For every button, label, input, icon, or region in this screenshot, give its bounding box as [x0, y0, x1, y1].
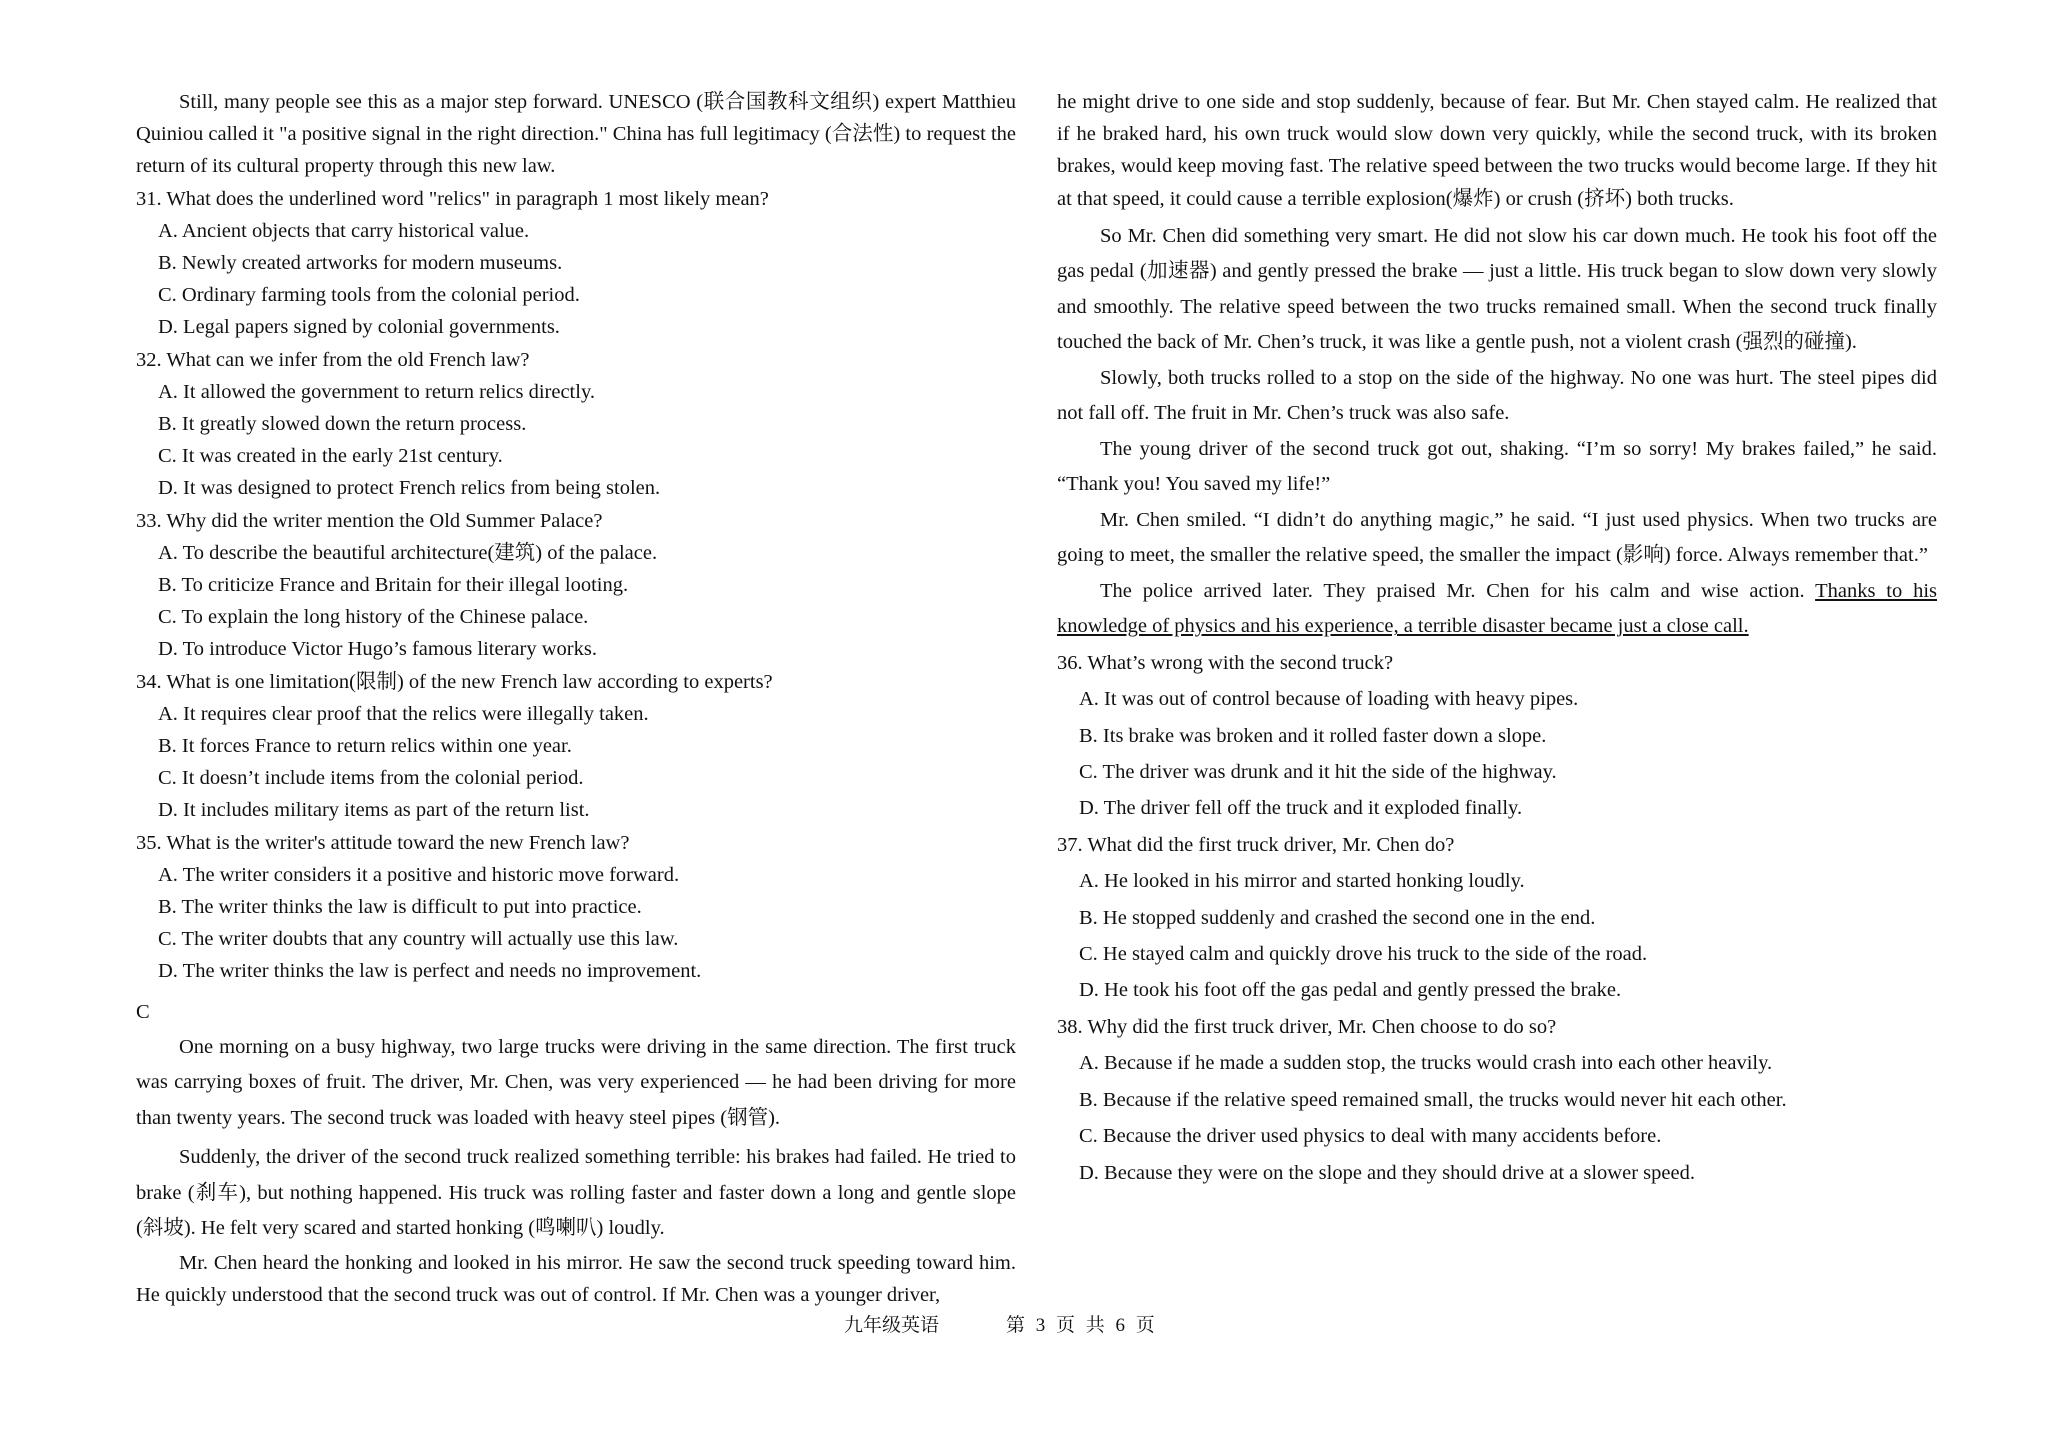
question-37-stem: 37. What did the first truck driver, Mr. Chen do?	[1057, 833, 1455, 856]
question-33-option-d: D. To introduce Victor Hugo’s famous literary works.	[158, 638, 597, 661]
intro-paragraph: Still, many people see this as a major step forward. UNESCO (联合国教科文组织) expert Matthieu Quiniou called it "a positive signal in the right direction." China has full legitimacy (合法性) to request the return of its cultural property through this new law.	[136, 91, 1016, 178]
question-35-option-b: B. The writer thinks the law is difficult to put into practice.	[158, 896, 642, 919]
question-31-option-a: A. Ancient objects that carry historical value.	[158, 219, 530, 242]
question-38-option-d: D. Because they were on the slope and they should drive at a slower speed.	[1079, 1161, 1695, 1184]
question-37-option-a: A. He looked in his mirror and started honking loudly.	[1079, 870, 1525, 893]
question-38-option-a: A. Because if he made a sudden stop, the trucks would crash into each other heavily.	[1079, 1052, 1773, 1075]
question-36-option-d: D. The driver fell off the truck and it exploded finally.	[1079, 797, 1523, 820]
last-paragraph-text: The police arrived later. They praised Mr. Chen for his calm and wise action.	[1100, 579, 1816, 602]
question-34-option-d: D. It includes military items as part of the return list.	[158, 799, 590, 822]
passage-paragraph: Slowly, both trucks rolled to a stop on the side of the highway. No one was hurt. The steel pipes did not fall off. The fruit in Mr. Chen’s truck was also safe.	[1057, 366, 1937, 425]
question-32-option-a: A. It allowed the government to return relics directly.	[158, 380, 595, 403]
question-32-stem: 32. What can we infer from the old French law?	[136, 348, 530, 371]
question-36-option-b: B. Its brake was broken and it rolled faster down a slope.	[1079, 724, 1547, 747]
question-31-option-b: B. Newly created artworks for modern museums.	[158, 252, 563, 275]
question-38-option-c: C. Because the driver used physics to deal with many accidents before.	[1079, 1125, 1662, 1148]
section-label: C	[136, 1000, 150, 1023]
passage-paragraph: Mr. Chen heard the honking and looked in his mirror. He saw the second truck speeding toward him. He quickly understood that the second truck was out of control. If Mr. Chen was a younger driver,	[136, 1251, 1016, 1306]
passage-paragraph: Mr. Chen smiled. “I didn’t do anything magic,” he said. “I just used physics. When two trucks are going to meet, the smaller the relative speed, the smaller the impact (影响) force. Always remember that.”	[1057, 508, 1937, 567]
question-35-option-d: D. The writer thinks the law is perfect and needs no improvement.	[158, 960, 702, 983]
footer-page-number: 第 3 页 共 6 页	[1006, 1315, 1158, 1336]
question-37-option-d: D. He took his foot off the gas pedal and gently pressed the brake.	[1079, 979, 1622, 1002]
question-31-stem: 31. What does the underlined word "relics" in paragraph 1 most likely mean?	[136, 187, 769, 210]
question-32-option-b: B. It greatly slowed down the return process.	[158, 413, 527, 436]
question-35-option-a: A. The writer considers it a positive and historic move forward.	[158, 863, 680, 886]
question-34-option-a: A. It requires clear proof that the relics were illegally taken.	[158, 702, 649, 725]
right-column	[1057, 86, 1937, 1191]
question-32-option-d: D. It was designed to protect French relics from being stolen.	[158, 477, 661, 500]
question-34-option-c: C. It doesn’t include items from the colonial period.	[158, 767, 584, 790]
passage-paragraph: One morning on a busy highway, two large trucks were driving in the same direction. The first truck was carrying boxes of fruit. The driver, Mr. Chen, was very experienced — he had been driving for more than twenty years. The second truck was loaded with heavy steel pipes (钢管).	[136, 1035, 1016, 1129]
question-35-option-c: C. The writer doubts that any country will actually use this law.	[158, 928, 679, 951]
question-34-stem: 34. What is one limitation(限制) of the new French law according to experts?	[136, 670, 773, 693]
left-column	[136, 86, 1016, 1311]
underlined-sentence: Thanks to his knowledge of physics and his experience, a terrible disaster became just a close call.	[1057, 579, 1938, 638]
question-36-stem: 36. What’s wrong with the second truck?	[1057, 651, 1394, 674]
passage-continuation: he might drive to one side and stop suddenly, because of fear. But Mr. Chen stayed calm. He realized that if he braked hard, his own truck would slow down very quickly, while the second truck, with its broken brakes, would keep moving fast. The relative speed between the two trucks would become large. If they hit at that speed, it could cause a terrible explosion(爆炸) or crush (挤坏) both trucks.	[1057, 91, 1937, 210]
footer-subject: 九年级英语	[844, 1315, 940, 1336]
passage-paragraph: Suddenly, the driver of the second truck realized something terrible: his brakes had failed. He tried to brake (刹车), but nothing happened. His truck was rolling faster and faster down a long and gentle slope (斜坡). He felt very scared and started honking (鸣喇叭) loudly.	[136, 1146, 1016, 1240]
question-31-option-d: D. Legal papers signed by colonial governments.	[158, 316, 560, 339]
question-31-option-c: C. Ordinary farming tools from the colonial period.	[158, 284, 580, 307]
question-38-option-b: B. Because if the relative speed remained small, the trucks would never hit each other.	[1079, 1088, 1787, 1111]
question-37-option-c: C. He stayed calm and quickly drove his truck to the side of the road.	[1079, 943, 1648, 966]
question-33-option-c: C. To explain the long history of the Chinese palace.	[158, 606, 589, 629]
passage-paragraph: The young driver of the second truck got out, shaking. “I’m so sorry! My brakes failed,” he said. “Thank you! You saved my life!”	[1057, 437, 1937, 496]
question-34-option-b: B. It forces France to return relics within one year.	[158, 735, 572, 758]
passage-paragraph: So Mr. Chen did something very smart. He did not slow his car down much. He took his foot off the gas pedal (加速器) and gently pressed the brake — just a little. His truck began to slow down very slowly and smoothly. The relative speed between the two trucks remained small. When the second truck finally touched the back of Mr. Chen’s truck, it was like a gentle push, not a violent crash (强烈的碰撞).	[1057, 224, 1937, 354]
question-33-option-b: B. To criticize France and Britain for their illegal looting.	[158, 574, 629, 597]
question-38-stem: 38. Why did the first truck driver, Mr. Chen choose to do so?	[1057, 1015, 1557, 1038]
question-35-stem: 35. What is the writer's attitude toward the new French law?	[136, 831, 630, 854]
question-32-option-c: C. It was created in the early 21st century.	[158, 445, 503, 468]
question-36-option-a: A. It was out of control because of loading with heavy pipes.	[1079, 688, 1579, 711]
passage-last-paragraph	[1057, 574, 1937, 645]
question-37-option-b: B. He stopped suddenly and crashed the second one in the end.	[1079, 906, 1596, 929]
question-33-stem: 33. Why did the writer mention the Old Summer Palace?	[136, 509, 603, 532]
question-33-option-a: A. To describe the beautiful architecture(建筑) of the palace.	[158, 541, 658, 564]
question-36-option-c: C. The driver was drunk and it hit the side of the highway.	[1079, 761, 1557, 784]
